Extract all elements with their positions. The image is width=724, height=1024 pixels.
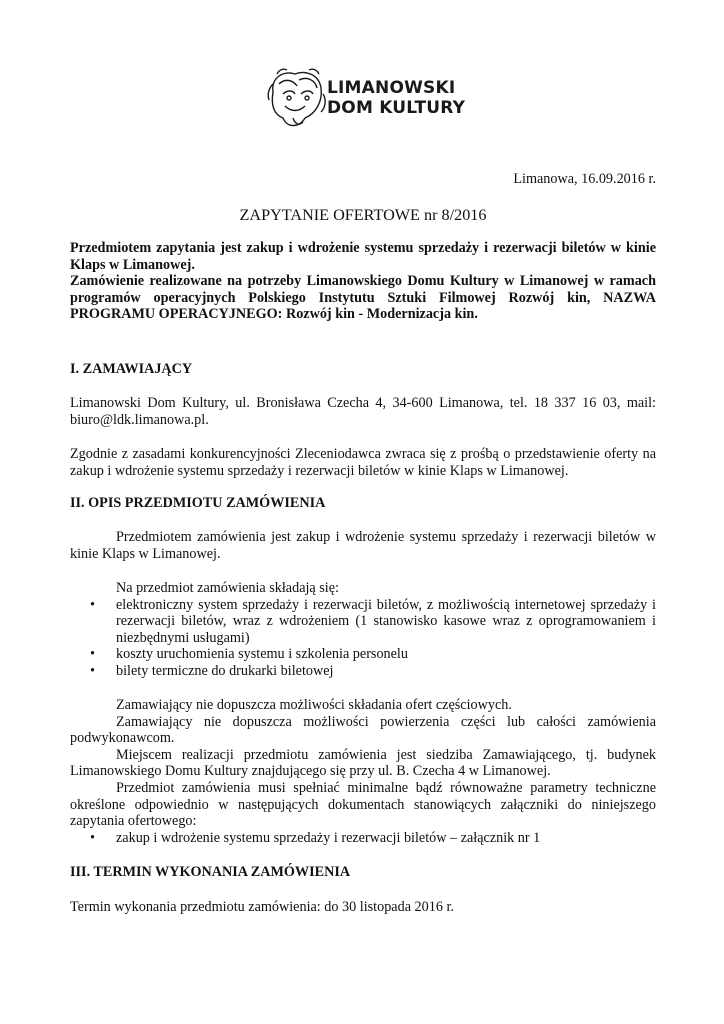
section-2-no-partial: Zamawiający nie dopuszcza możliwości składania ofert częściowych. (116, 697, 512, 713)
list-item (70, 830, 656, 847)
list-item-text: bilety termiczne do drukarki biletowej (116, 662, 334, 679)
intro-program: Zamówienie realizowane na potrzeby Limanowskiego Domu Kultury w Limanowej w ramach programów operacyjnych Polskiego Instytutu Sztuki Filmowej Rozwój kin, NAZWA PROGRAMU OPERACYJNEGO: Rozwój kin - Modernizacja kin. (70, 273, 656, 323)
section-1-heading: I. ZAMAWIAJĄCY (70, 361, 193, 377)
section-1-contact: Limanowski Dom Kultury, ul. Bronisława Czecha 4, 34-600 Limanowa, tel. 18 337 16 03, mail: biuro@ldk.limanowa.pl. (70, 395, 656, 428)
section-2-location: Miejscem realizacji przedmiotu zamówienia jest siedziba Zamawiającego, tj. budynek Limanowskiego Domu Kultury znajdującego się przy ul. B. Czecha 4 w Limanowej. (70, 746, 656, 780)
section-2-subject: Przedmiotem zamówienia jest zakup i wdrożenie systemu sprzedaży i rezerwacji biletów w kinie Klaps w Limanowej. (70, 529, 656, 562)
list-item-text: koszty uruchomienia systemu i szkolenia personelu (116, 646, 408, 663)
section-3-body (70, 899, 656, 916)
list-item (70, 663, 656, 680)
theatre-masks-emblem-icon (265, 64, 331, 134)
section-2-items (70, 597, 656, 680)
ldk-logo (265, 64, 465, 144)
section-3-deadline: Termin wykonania przedmiotu zamówienia: do 30 listopada 2016 r. (70, 899, 454, 915)
section-1-request: Zgodnie z zasadami konkurencyjności Zleceniodawca zwraca się z prośbą o przedstawienie oferty na zakup i wdrożenie systemu sprzedaży i rezerwacji biletów w kinie Klaps w Limanowej. (70, 446, 656, 479)
intro-subject: Przedmiotem zapytania jest zakup i wdrożenie systemu sprzedaży i rezerwacji biletów w kinie Klaps w Limanowej. (70, 240, 656, 273)
section-2-list-intro: Na przedmiot zamówienia składają się: (116, 580, 339, 596)
list-item-text: zakup i wdrożenie systemu sprzedaży i rezerwacji biletów – załącznik nr 1 (116, 829, 541, 846)
bullet-icon: • (90, 646, 95, 663)
bullet-icon: • (90, 829, 95, 846)
section-2-terms (70, 697, 656, 846)
section-1-note (70, 446, 656, 479)
section-2-heading: II. OPIS PRZEDMIOTU ZAMÓWIENIA (70, 495, 326, 511)
bullet-icon: • (90, 662, 95, 679)
section-3-heading: III. TERMIN WYKONANIA ZAMÓWIENIA (70, 864, 351, 880)
section-1-body (70, 395, 656, 428)
document-date: Limanowa, 16.09.2016 r. (513, 171, 656, 187)
section-2-list-block (70, 580, 656, 680)
document-title: ZAPYTANIE OFERTOWE nr 8/2016 (239, 206, 487, 224)
bullet-icon: • (90, 596, 95, 613)
logo-wordmark (327, 78, 465, 118)
list-item (70, 646, 656, 663)
list-item (70, 597, 656, 647)
section-2-body (70, 529, 656, 562)
list-item-text: elektroniczny system sprzedaży i rezerwacji biletów, z możliwością internetowej sprzedaży i rezerwacji biletów, wraz z wdrożeniem (1 stanowisko kasowe wraz z oprogramowaniem i niezbędnymi usługami) (116, 596, 656, 646)
logo-line-2: DOM KULTURY (327, 98, 466, 118)
logo-line-1: LIMANOWSKI (327, 78, 456, 98)
section-2-attachments (70, 830, 656, 847)
section-2-no-subcontract: Zamawiający nie dopuszcza możliwości powierzenia części lub całości zamówienia podwykonawcom. (70, 713, 656, 747)
section-2-parameters: Przedmiot zamówienia musi spełniać minimalne bądź równoważne parametry techniczne określone odpowiednio w następujących dokumentach stanowiących załączniki do niniejszego zapytania ofertowego: (70, 779, 656, 830)
intro-block (70, 240, 656, 323)
